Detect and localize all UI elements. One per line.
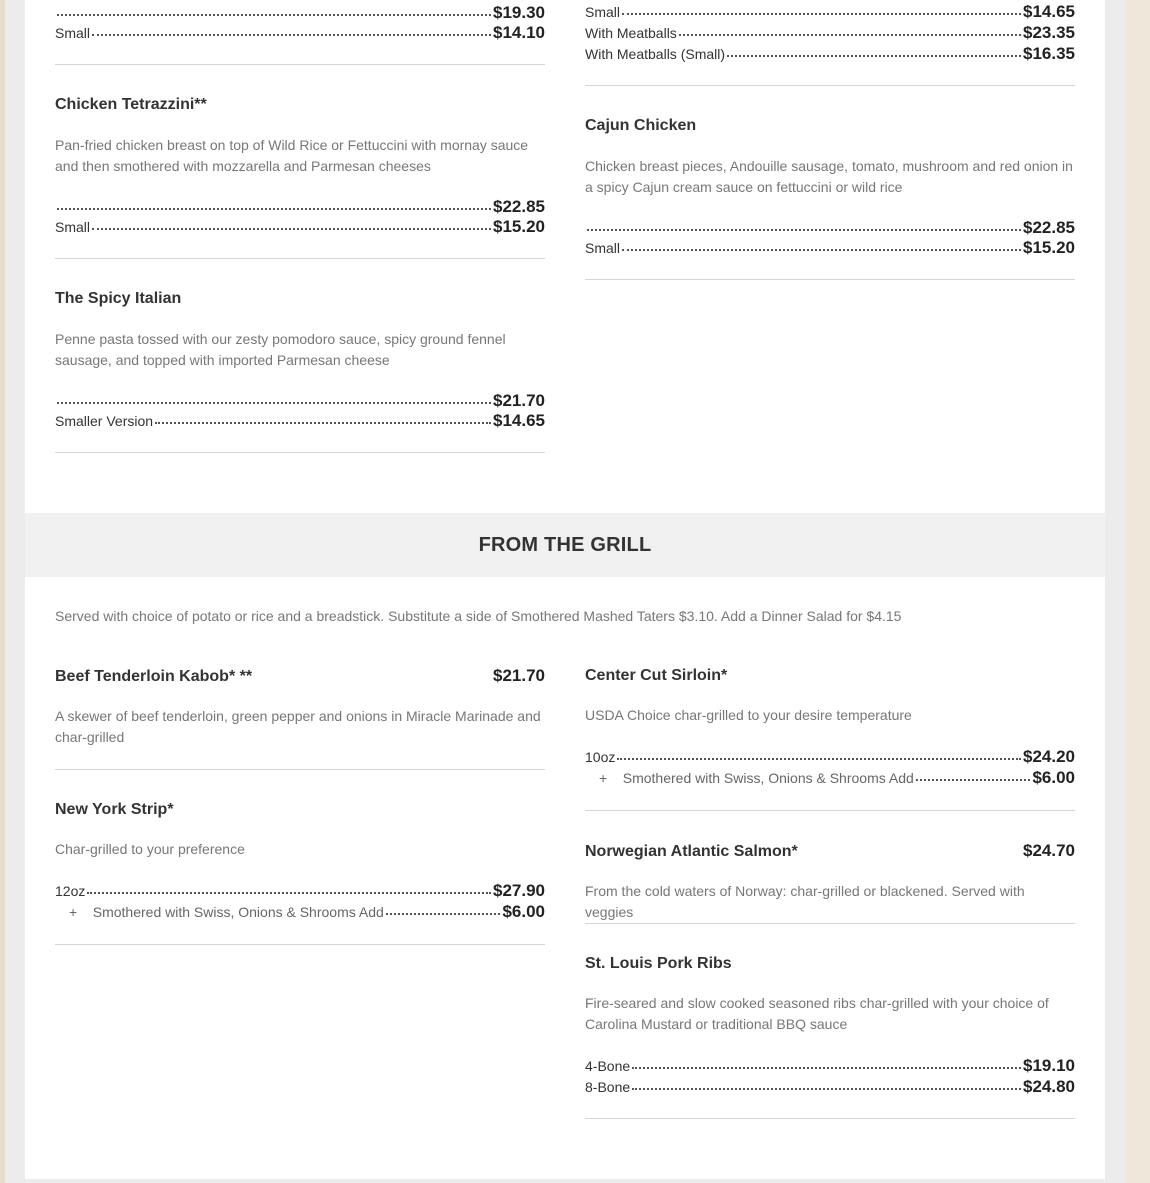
price-label: Small [585, 4, 621, 20]
price-label: Small [585, 240, 621, 256]
price-amount: $14.65 [493, 411, 545, 430]
item-description: A skewer of beef tenderloin, green pepper and onions in Miracle Marinade and char-grilled [55, 708, 541, 745]
item-title-chicken-tetrazzini: Chicken Tetrazzini** [55, 96, 207, 113]
price-row [55, 881, 545, 901]
item-divider [55, 944, 545, 945]
item-divider [55, 258, 545, 259]
dot-leader [622, 237, 1021, 251]
price-row [585, 238, 1075, 258]
price-amount: $14.10 [493, 23, 545, 42]
price-amount: $15.20 [493, 217, 545, 236]
grill-column-left [55, 577, 545, 1177]
dot-leader [92, 216, 491, 230]
dot-leader [386, 901, 501, 915]
price-amount: $23.35 [1023, 23, 1075, 42]
section-note: Served with choice of potato or rice and a breadstick. Substitute a side of Smothered Mashed Taters $3.10. Add a Dinner Salad for $4.15 [55, 608, 902, 624]
price-amount: $19.30 [493, 3, 545, 22]
price-label: 12oz [55, 883, 86, 899]
item-divider [585, 810, 1075, 811]
dot-leader [916, 767, 1031, 781]
addon-row [585, 768, 1075, 788]
price-amount: $15.20 [1023, 238, 1075, 257]
price-label: 4-Bone [585, 1058, 631, 1074]
item-title-sirloin: Center Cut Sirloin* [585, 667, 728, 684]
price-row [55, 3, 545, 23]
price-amount: $16.35 [1023, 44, 1075, 63]
addon-label: Smothered with Swiss, Onions & Shrooms Add [622, 770, 914, 786]
price-amount: $21.70 [493, 391, 545, 410]
item-description: Fire-seared and slow cooked seasoned ribs char-grilled with your choice of Carolina Mustard or traditional BBQ sauce [585, 995, 1049, 1032]
pasta-column-left [55, 0, 545, 513]
item-title-beef-kabob: Beef Tenderloin Kabob* ** [55, 668, 253, 685]
section-header-grill [25, 513, 1105, 577]
dot-leader [679, 22, 1021, 36]
item-divider [585, 85, 1075, 86]
price-row [55, 391, 545, 411]
item-title-cajun-chicken: Cajun Chicken [585, 117, 697, 134]
price-label: 8-Bone [585, 1079, 631, 1095]
item-divider [55, 452, 545, 453]
price-amount: $14.65 [1023, 2, 1075, 21]
price-amount: $27.90 [493, 881, 545, 900]
price-label: 10oz [585, 749, 616, 765]
item-price: $21.70 [493, 666, 545, 685]
dot-leader [92, 22, 491, 36]
grill-column-right [585, 577, 1075, 1177]
price-row [585, 1077, 1075, 1097]
item-description: Chicken breast pieces, Andouille sausage, tomato, mushroom and red onion in a spicy Cajun cream sauce on fettuccini or wild rice [585, 158, 1073, 195]
plus-icon: + [599, 770, 608, 786]
dot-leader [587, 217, 1021, 231]
dot-leader [632, 1076, 1021, 1090]
price-row [585, 44, 1075, 64]
price-amount: $22.85 [1023, 218, 1075, 237]
price-label: Small [55, 219, 91, 235]
addon-label: Smothered with Swiss, Onions & Shrooms Add [92, 904, 384, 920]
dot-leader [622, 1, 1021, 15]
item-divider [585, 1118, 1075, 1119]
dot-leader [57, 196, 491, 210]
dot-leader [87, 880, 491, 894]
dot-leader [617, 746, 1021, 760]
price-row [55, 411, 545, 431]
item-title-ny-strip: New York Strip* [55, 801, 174, 818]
price-row [585, 747, 1075, 767]
price-label: Smaller Version [55, 413, 154, 429]
dot-leader [57, 390, 491, 404]
price-row [55, 217, 545, 237]
dot-leader [155, 410, 491, 424]
price-row [585, 218, 1075, 238]
price-amount: $24.20 [1023, 747, 1075, 766]
price-row [55, 23, 545, 43]
plus-icon: + [69, 904, 78, 920]
price-amount: $22.85 [493, 197, 545, 216]
item-title-spicy-italian: The Spicy Italian [55, 290, 182, 307]
price-label: With Meatballs (Small) [585, 46, 726, 62]
section-title: FROM THE GRILL [478, 533, 652, 556]
item-title-pork-ribs: St. Louis Pork Ribs [585, 955, 732, 972]
dot-leader [632, 1055, 1021, 1069]
pasta-column-right [585, 0, 1075, 513]
price-label: With Meatballs [585, 25, 677, 41]
price-row [585, 2, 1075, 22]
item-price: $24.70 [1023, 841, 1075, 860]
price-amount: $19.10 [1023, 1056, 1075, 1075]
item-title-salmon: Norwegian Atlantic Salmon* [585, 843, 798, 860]
price-label: Small [55, 25, 91, 41]
dot-leader [727, 43, 1021, 57]
price-amount: $24.80 [1023, 1077, 1075, 1096]
addon-price: $6.00 [1032, 768, 1075, 787]
dot-leader [57, 2, 491, 16]
item-divider [55, 769, 545, 770]
price-row [55, 197, 545, 217]
item-divider [585, 279, 1075, 280]
item-divider [55, 64, 545, 65]
price-row [585, 1056, 1075, 1076]
item-description: USDA Choice char-grilled to your desire temperature [585, 707, 912, 723]
addon-row [55, 902, 545, 922]
page-edge-right [1125, 0, 1150, 1183]
item-description: Pan-fried chicken breast on top of Wild Rice or Fettuccini with mornay sauce and then smothered with mozzarella and Parmesan cheeses [55, 137, 529, 174]
item-description: Penne pasta tossed with our zesty pomodoro sauce, spicy ground fennel sausage, and topped with imported Parmesan cheese [55, 331, 506, 368]
item-divider [585, 923, 1075, 924]
item-description: From the cold waters of Norway: char-grilled or blackened. Served with veggies [585, 883, 1025, 920]
price-row [585, 23, 1075, 43]
addon-price: $6.00 [502, 902, 545, 921]
item-description: Char-grilled to your preference [55, 841, 245, 857]
